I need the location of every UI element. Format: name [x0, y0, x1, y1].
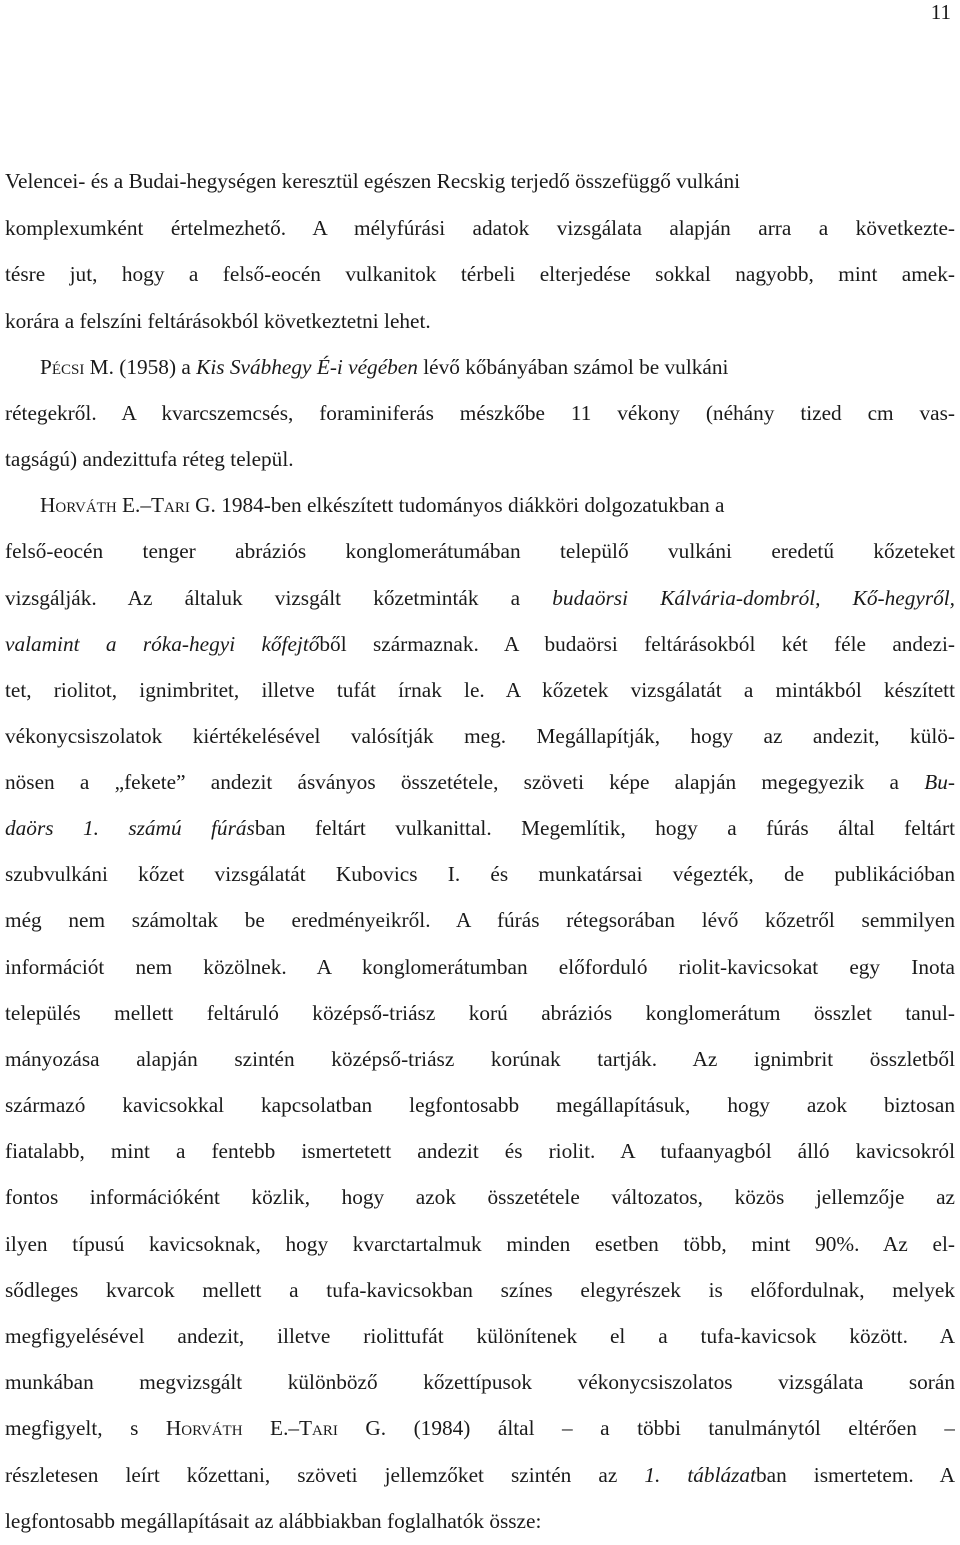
text-line — [5, 816, 955, 841]
text-line — [5, 1047, 955, 1072]
text-line — [40, 355, 955, 380]
author-name: Tari — [299, 1416, 338, 1440]
text-segment: G. (1984) által – a többi tanulmánytól eltérően – — [337, 1416, 955, 1440]
text-line — [5, 262, 955, 287]
text-segment: E.– — [242, 1416, 300, 1440]
text-segment: nösen a „fekete” andezit ásványos összetétele, szöveti képe alapján megegyezik a — [5, 770, 925, 794]
text-line — [5, 908, 955, 933]
text-segment: megfigyelésével andezit, illetve riolittufát különítenek el a tufa-kavicsok között. A — [5, 1324, 955, 1348]
text-line — [5, 632, 955, 657]
text-segment: szubvulkáni kőzet vizsgálatát Kubovics I. és munkatársai végezték, de publikációban — [5, 862, 955, 886]
text-segment: lévő kőbányában számol be vulkáni — [417, 355, 729, 379]
text-line — [5, 724, 955, 749]
italic-text: Kis Svábhegy É-i végében — [196, 355, 418, 379]
text-segment: korára a felszíni feltárásokból következtetni lehet. — [5, 309, 431, 333]
text-line — [5, 169, 955, 194]
text-segment: vizsgálják. Az általuk vizsgált kőzetminták a — [5, 586, 553, 610]
text-segment: származó kavicsokkal kapcsolatban legfontosabb megállapításuk, hogy azok biztosan — [5, 1093, 955, 1117]
text-line — [5, 1185, 955, 1210]
text-line — [5, 1001, 955, 1026]
text-segment: település mellett feltáruló középső-triász korú abráziós konglomerátum összlet tanul- — [5, 1001, 955, 1025]
italic-text: budaörsi Kálvária-dombról, Kő-hegyről, — [552, 586, 955, 610]
text-line — [5, 1509, 955, 1534]
text-line — [5, 447, 955, 472]
text-segment: tet, riolitot, ignimbritet, illetve tufát írnak le. A kőzetek vizsgálatát a mintákból készített — [5, 678, 955, 702]
italic-text: daörs 1. számú fúrás — [5, 816, 255, 840]
text-segment: legfontosabb megállapításait az alábbiakban foglalhatók össze: — [5, 1509, 542, 1533]
text-line — [5, 1278, 955, 1303]
text-line — [5, 1370, 955, 1395]
text-segment: E.– — [116, 493, 151, 517]
text-line — [40, 493, 955, 518]
text-segment: ban feltárt vulkanittal. Megemlítik, hogy a fúrás által feltárt — [254, 816, 955, 840]
author-name: Horváth — [165, 1416, 243, 1440]
text-line — [5, 1139, 955, 1164]
text-segment: Velencei- és a Budai-hegységen keresztül egészen Recskig terjedő összefüggő vulkáni — [5, 169, 741, 193]
text-line — [5, 216, 955, 241]
text-line — [5, 1416, 955, 1441]
text-line — [5, 1093, 955, 1118]
text-line — [5, 309, 955, 334]
text-line — [5, 586, 955, 611]
text-line — [5, 1232, 955, 1257]
text-segment: komplexumként értelmezhető. A mélyfúrási adatok vizsgálata alapján arra a következte- — [5, 216, 955, 240]
text-segment: vékonycsiszolatok kiértékelésével valósítják meg. Megállapítják, hogy az andezit, külö- — [5, 724, 955, 748]
text-segment: információt nem közölnek. A konglomerátumban előforduló riolit-kavicsokat egy Inota — [5, 955, 955, 979]
text-line — [5, 1324, 955, 1349]
text-segment: felső-eocén tenger abráziós konglomerátumában települő vulkáni eredetű kőzeteket — [5, 539, 955, 563]
text-line — [5, 862, 955, 887]
page-number: 11 — [930, 0, 951, 24]
author-name: Tari — [151, 493, 190, 517]
text-segment: G. 1984-ben elkészített tudományos diákköri dolgozatukban a — [189, 493, 725, 517]
text-segment: munkában megvizsgált különböző kőzettípusok vékonycsiszolatos vizsgálata során — [5, 1370, 955, 1394]
italic-text: 1. táblázat — [644, 1463, 756, 1487]
text-segment: fontos információként közlik, hogy azok összetétele változatos, közös jellemzője az — [5, 1185, 955, 1209]
text-segment: M. (1958) a — [84, 355, 197, 379]
text-segment: tagságú) andezittufa réteg települ. — [5, 447, 294, 471]
text-segment: ilyen típusú kavicsoknak, hogy kvarctartalmuk minden esetben több, mint 90%. Az el- — [5, 1232, 955, 1256]
italic-text: valamint a róka-hegyi kőfejtő — [5, 632, 320, 656]
text-line — [5, 678, 955, 703]
text-segment: még nem számoltak be eredményeikről. A fúrás rétegsorában lévő kőzetről semmilyen — [5, 908, 955, 932]
text-line — [5, 401, 955, 426]
text-segment: ban ismertetem. A — [756, 1463, 955, 1487]
text-segment: mányozása alapján szintén középső-triász korúnak tartják. Az ignimbrit összletből — [5, 1047, 955, 1071]
text-line — [5, 770, 955, 795]
text-segment: részletesen leírt kőzettani, szöveti jellemzőket szintén az — [5, 1463, 645, 1487]
author-name: Pécsi — [40, 355, 85, 379]
text-segment: megfigyelt, s — [5, 1416, 166, 1440]
author-name: Horváth — [40, 493, 117, 517]
text-segment: tésre jut, hogy a felső-eocén vulkanitok térbeli elterjedése sokkal nagyobb, mint amek- — [5, 262, 955, 286]
text-line — [5, 955, 955, 980]
text-segment: rétegekről. A kvarcszemcsés, foraminiferás mészkőbe 11 vékony (néhány tized cm vas- — [5, 401, 955, 425]
italic-text: Bu- — [924, 770, 955, 794]
text-line — [5, 539, 955, 564]
text-segment: fiatalabb, mint a fentebb ismertetett andezit és riolit. A tufaanyagból álló kavicsokról — [5, 1139, 955, 1163]
text-segment: sődleges kvarcok mellett a tufa-kavicsokban színes elegyrészek is előfordulnak, melyek — [5, 1278, 955, 1302]
text-line — [5, 1463, 955, 1488]
text-segment: ből származnak. A budaörsi feltárásokból két féle andezi- — [319, 632, 955, 656]
